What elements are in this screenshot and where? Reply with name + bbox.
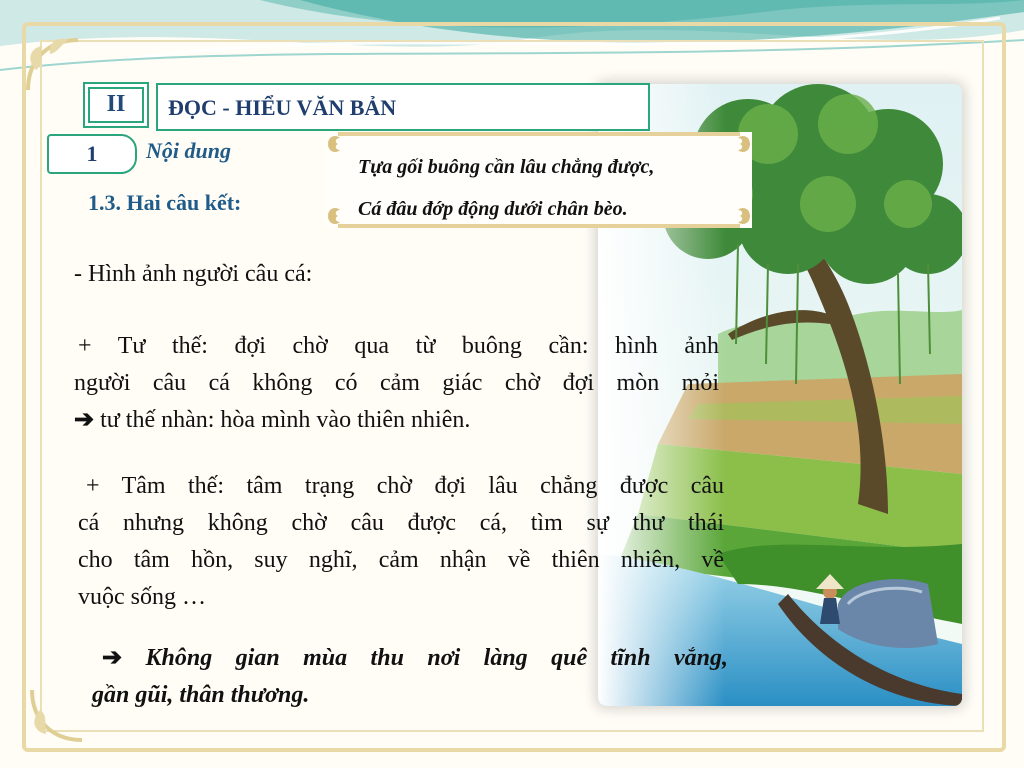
paragraph-mood <box>78 468 724 616</box>
scroll-ornament-icon <box>326 132 350 156</box>
paragraph-posture <box>74 328 719 439</box>
conclusion-line-2: gần gũi, thân thương. <box>92 682 310 708</box>
section-title: ĐỌC - HIỂU VĂN BẢN <box>168 95 397 120</box>
mood-line-3: cho tâm hồn, suy nghĩ, cảm nhận về thiên nhiên, về <box>78 547 724 573</box>
mood-line-2: cá nhưng không chờ câu được cá, tìm sự thư thái <box>78 510 724 536</box>
poem-top-border <box>338 132 740 136</box>
posture-line-3 <box>74 402 719 439</box>
poem-bottom-border <box>338 224 740 228</box>
section-number-badge <box>83 82 149 128</box>
subsection-number: 1 <box>86 141 98 166</box>
posture-line-2: người câu cá không có cảm giác chờ đợi mòn mỏi <box>74 370 719 396</box>
point-image-of-fisherman <box>74 256 474 293</box>
scroll-ornament-icon <box>728 132 752 156</box>
subsection-label: Nội dung <box>146 138 231 163</box>
subsection-number-badge <box>47 134 137 174</box>
posture-line-1: + Tư thế: đợi chờ qua từ buông cần: hình ảnh <box>78 333 719 359</box>
arrow-right-icon: ➔ <box>102 645 123 671</box>
arrow-right-icon: ➔ <box>74 407 95 433</box>
poem-box <box>326 132 752 228</box>
point-1: - Hình ảnh người câu cá: <box>74 261 313 287</box>
mood-line-4: vuộc sống … <box>78 584 206 610</box>
section-roman: II <box>106 91 126 117</box>
posture-line-3-text: tư thế nhàn: hòa mình vào thiên nhiên. <box>94 407 471 433</box>
conclusion-line-1 <box>92 640 728 677</box>
section-heading: 1.3. Hai câu kết: <box>88 190 242 215</box>
scroll-ornament-icon <box>326 204 350 228</box>
section-title-box <box>156 83 650 131</box>
poem-line-1: Tựa gối buông cần lâu chẳng được, <box>358 156 655 178</box>
poem-line-2: Cá đâu đớp động dưới chân bèo. <box>358 198 628 220</box>
scroll-ornament-icon <box>728 204 752 228</box>
conclusion-line-1-text: Không gian mùa thu nơi làng quê tĩnh vắng, <box>122 645 728 671</box>
paragraph-conclusion <box>92 640 728 714</box>
leaf-ornament-icon <box>22 680 92 750</box>
mood-line-1: + Tâm thế: tâm trạng chờ đợi lâu chẳng được câu <box>86 473 724 499</box>
leaf-ornament-icon <box>18 30 88 100</box>
